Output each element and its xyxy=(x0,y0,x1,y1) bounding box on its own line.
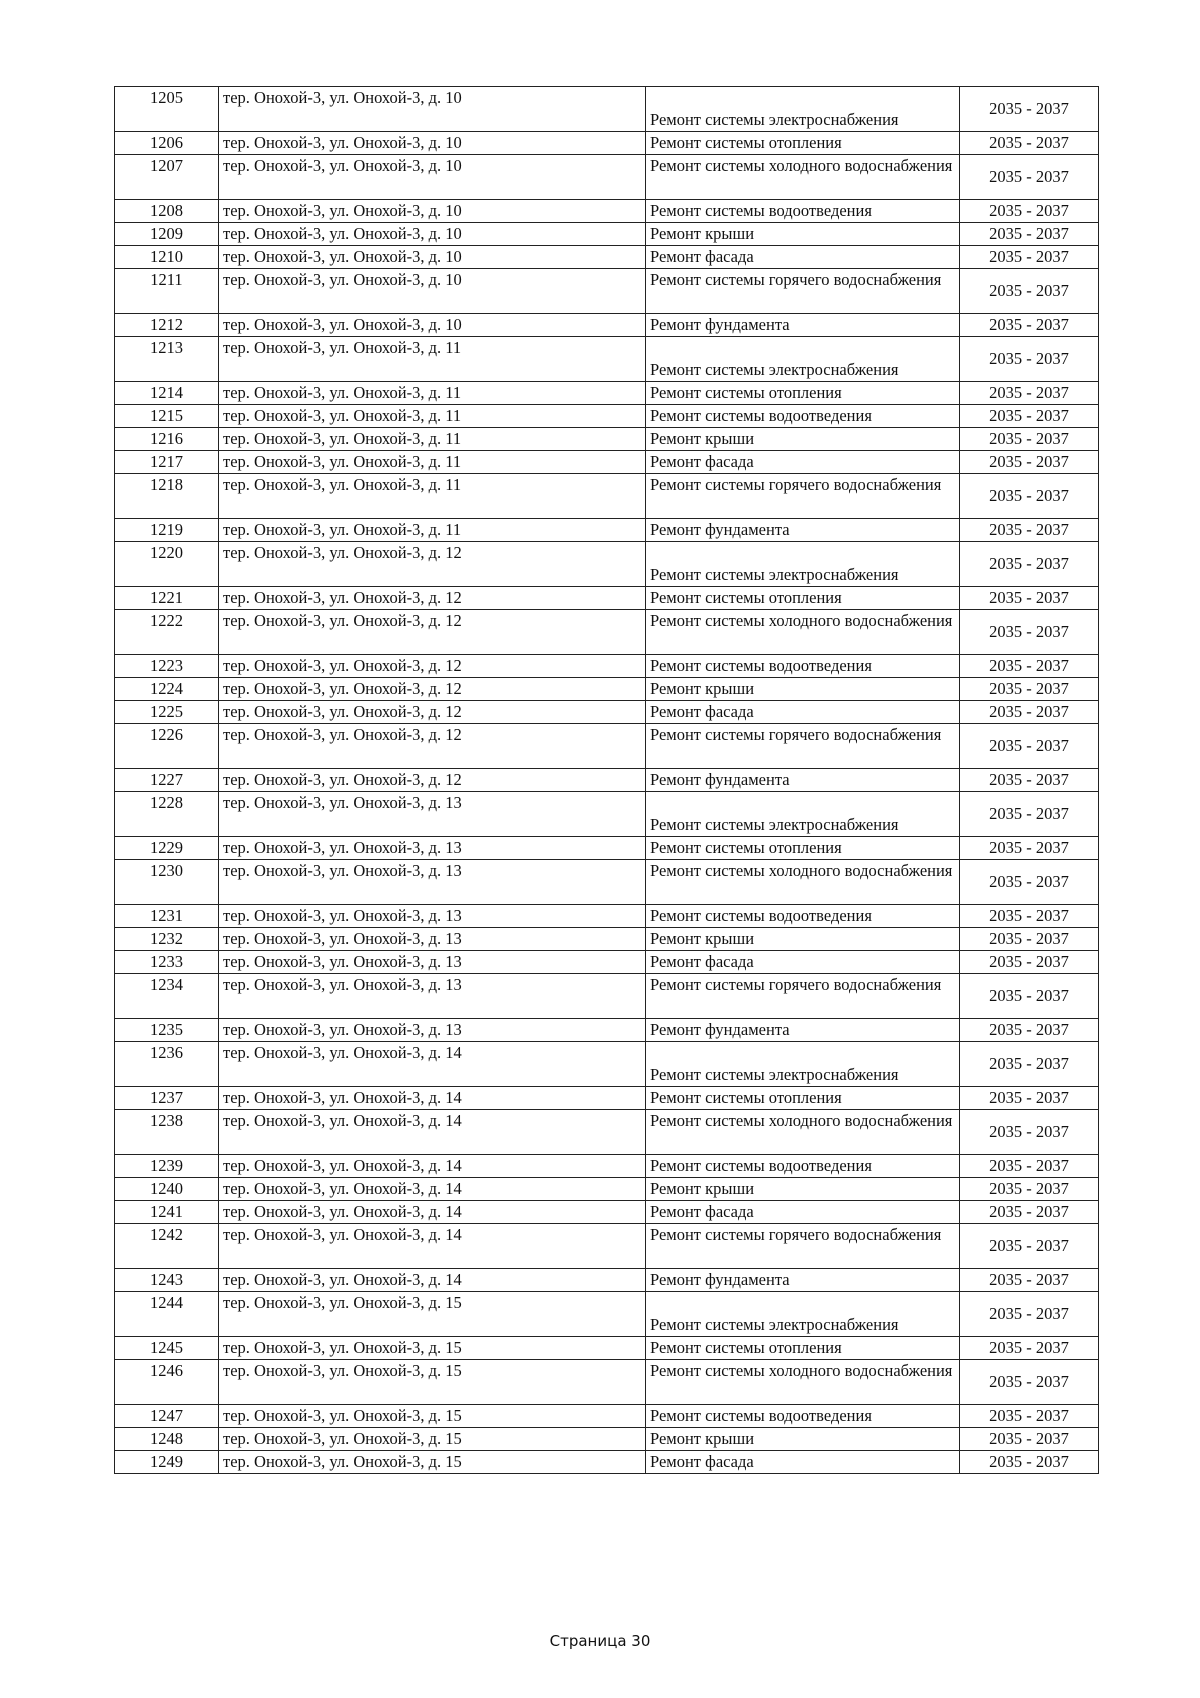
period-cell: 2035 - 2037 xyxy=(960,132,1099,155)
address-cell: тер. Онохой-3, ул. Онохой-3, д. 10 xyxy=(219,269,646,314)
address-cell: тер. Онохой-3, ул. Онохой-3, д. 13 xyxy=(219,951,646,974)
period-cell: 2035 - 2037 xyxy=(960,314,1099,337)
address-cell: тер. Онохой-3, ул. Онохой-3, д. 15 xyxy=(219,1405,646,1428)
table-row xyxy=(115,405,1099,428)
row-number-cell: 1241 xyxy=(115,1201,219,1224)
address-cell: тер. Онохой-3, ул. Онохой-3, д. 12 xyxy=(219,678,646,701)
work-type-cell: Ремонт фундамента xyxy=(646,314,960,337)
table-row xyxy=(115,1224,1099,1269)
work-type-cell: Ремонт фасада xyxy=(646,451,960,474)
period-cell: 2035 - 2037 xyxy=(960,860,1099,905)
row-number-cell: 1223 xyxy=(115,655,219,678)
address-cell: тер. Онохой-3, ул. Онохой-3, д. 11 xyxy=(219,474,646,519)
table-row xyxy=(115,701,1099,724)
period-cell: 2035 - 2037 xyxy=(960,382,1099,405)
work-type-cell: Ремонт системы водоотведения xyxy=(646,1155,960,1178)
period-cell: 2035 - 2037 xyxy=(960,474,1099,519)
address-cell: тер. Онохой-3, ул. Онохой-3, д. 11 xyxy=(219,337,646,382)
table-row xyxy=(115,678,1099,701)
period-cell: 2035 - 2037 xyxy=(960,451,1099,474)
address-cell: тер. Онохой-3, ул. Онохой-3, д. 12 xyxy=(219,587,646,610)
period-cell: 2035 - 2037 xyxy=(960,1428,1099,1451)
address-cell: тер. Онохой-3, ул. Онохой-3, д. 10 xyxy=(219,223,646,246)
work-type-cell: Ремонт фундамента xyxy=(646,519,960,542)
work-type-cell: Ремонт системы водоотведения xyxy=(646,200,960,223)
table-row xyxy=(115,132,1099,155)
table-row xyxy=(115,1110,1099,1155)
table-row xyxy=(115,837,1099,860)
table-row xyxy=(115,87,1099,132)
work-type-cell: Ремонт крыши xyxy=(646,1428,960,1451)
table-row xyxy=(115,382,1099,405)
period-cell: 2035 - 2037 xyxy=(960,1360,1099,1405)
address-cell: тер. Онохой-3, ул. Онохой-3, д. 10 xyxy=(219,132,646,155)
period-cell: 2035 - 2037 xyxy=(960,337,1099,382)
address-cell: тер. Онохой-3, ул. Онохой-3, д. 10 xyxy=(219,314,646,337)
period-cell: 2035 - 2037 xyxy=(960,1155,1099,1178)
row-number-cell: 1242 xyxy=(115,1224,219,1269)
address-cell: тер. Онохой-3, ул. Онохой-3, д. 10 xyxy=(219,200,646,223)
work-type-cell: Ремонт системы горячего водоснабжения xyxy=(646,269,960,314)
row-number-cell: 1243 xyxy=(115,1269,219,1292)
row-number-cell: 1217 xyxy=(115,451,219,474)
address-cell: тер. Онохой-3, ул. Онохой-3, д. 13 xyxy=(219,792,646,837)
table-row xyxy=(115,928,1099,951)
row-number-cell: 1227 xyxy=(115,769,219,792)
table-row xyxy=(115,792,1099,837)
row-number-cell: 1205 xyxy=(115,87,219,132)
work-type-cell: Ремонт системы отопления xyxy=(646,132,960,155)
row-number-cell: 1206 xyxy=(115,132,219,155)
period-cell: 2035 - 2037 xyxy=(960,155,1099,200)
table-row xyxy=(115,155,1099,200)
row-number-cell: 1238 xyxy=(115,1110,219,1155)
row-number-cell: 1207 xyxy=(115,155,219,200)
work-type-cell: Ремонт фундамента xyxy=(646,1019,960,1042)
period-cell: 2035 - 2037 xyxy=(960,87,1099,132)
work-type-cell: Ремонт системы холодного водоснабжения xyxy=(646,610,960,655)
work-type-cell: Ремонт системы отопления xyxy=(646,1087,960,1110)
work-type-cell: Ремонт крыши xyxy=(646,678,960,701)
address-cell: тер. Онохой-3, ул. Онохой-3, д. 13 xyxy=(219,928,646,951)
address-cell: тер. Онохой-3, ул. Онохой-3, д. 13 xyxy=(219,860,646,905)
table-row xyxy=(115,246,1099,269)
table-row xyxy=(115,1042,1099,1087)
table-row xyxy=(115,223,1099,246)
address-cell: тер. Онохой-3, ул. Онохой-3, д. 12 xyxy=(219,701,646,724)
row-number-cell: 1239 xyxy=(115,1155,219,1178)
address-cell: тер. Онохой-3, ул. Онохой-3, д. 14 xyxy=(219,1155,646,1178)
period-cell: 2035 - 2037 xyxy=(960,269,1099,314)
row-number-cell: 1244 xyxy=(115,1292,219,1337)
work-type-cell: Ремонт системы отопления xyxy=(646,1337,960,1360)
row-number-cell: 1233 xyxy=(115,951,219,974)
row-number-cell: 1229 xyxy=(115,837,219,860)
row-number-cell: 1248 xyxy=(115,1428,219,1451)
period-cell: 2035 - 2037 xyxy=(960,1019,1099,1042)
table-row xyxy=(115,587,1099,610)
works-table-body xyxy=(115,87,1099,1474)
period-cell: 2035 - 2037 xyxy=(960,1087,1099,1110)
period-cell: 2035 - 2037 xyxy=(960,519,1099,542)
work-type-cell: Ремонт системы электроснабжения xyxy=(646,337,960,382)
period-cell: 2035 - 2037 xyxy=(960,246,1099,269)
row-number-cell: 1210 xyxy=(115,246,219,269)
table-row xyxy=(115,610,1099,655)
work-type-cell: Ремонт фасада xyxy=(646,951,960,974)
row-number-cell: 1220 xyxy=(115,542,219,587)
table-row xyxy=(115,1155,1099,1178)
address-cell: тер. Онохой-3, ул. Онохой-3, д. 10 xyxy=(219,87,646,132)
row-number-cell: 1222 xyxy=(115,610,219,655)
period-cell: 2035 - 2037 xyxy=(960,769,1099,792)
address-cell: тер. Онохой-3, ул. Онохой-3, д. 15 xyxy=(219,1337,646,1360)
work-type-cell: Ремонт крыши xyxy=(646,928,960,951)
work-type-cell: Ремонт крыши xyxy=(646,428,960,451)
table-row xyxy=(115,951,1099,974)
work-type-cell: Ремонт системы электроснабжения xyxy=(646,792,960,837)
address-cell: тер. Онохой-3, ул. Онохой-3, д. 12 xyxy=(219,610,646,655)
table-row xyxy=(115,1292,1099,1337)
table-row xyxy=(115,337,1099,382)
table-row xyxy=(115,1405,1099,1428)
work-type-cell: Ремонт фундамента xyxy=(646,1269,960,1292)
period-cell: 2035 - 2037 xyxy=(960,1042,1099,1087)
row-number-cell: 1218 xyxy=(115,474,219,519)
period-cell: 2035 - 2037 xyxy=(960,405,1099,428)
row-number-cell: 1213 xyxy=(115,337,219,382)
row-number-cell: 1235 xyxy=(115,1019,219,1042)
address-cell: тер. Онохой-3, ул. Онохой-3, д. 11 xyxy=(219,382,646,405)
period-cell: 2035 - 2037 xyxy=(960,928,1099,951)
address-cell: тер. Онохой-3, ул. Онохой-3, д. 11 xyxy=(219,519,646,542)
period-cell: 2035 - 2037 xyxy=(960,701,1099,724)
period-cell: 2035 - 2037 xyxy=(960,610,1099,655)
work-type-cell: Ремонт системы отопления xyxy=(646,587,960,610)
table-row xyxy=(115,1360,1099,1405)
row-number-cell: 1214 xyxy=(115,382,219,405)
address-cell: тер. Онохой-3, ул. Онохой-3, д. 10 xyxy=(219,246,646,269)
work-type-cell: Ремонт крыши xyxy=(646,1178,960,1201)
work-type-cell: Ремонт фасада xyxy=(646,1201,960,1224)
table-row xyxy=(115,519,1099,542)
address-cell: тер. Онохой-3, ул. Онохой-3, д. 14 xyxy=(219,1178,646,1201)
table-row xyxy=(115,200,1099,223)
period-cell: 2035 - 2037 xyxy=(960,1224,1099,1269)
works-table xyxy=(114,86,1099,1474)
table-row xyxy=(115,724,1099,769)
work-type-cell: Ремонт системы горячего водоснабжения xyxy=(646,974,960,1019)
row-number-cell: 1211 xyxy=(115,269,219,314)
work-type-cell: Ремонт системы водоотведения xyxy=(646,405,960,428)
address-cell: тер. Онохой-3, ул. Онохой-3, д. 10 xyxy=(219,155,646,200)
address-cell: тер. Онохой-3, ул. Онохой-3, д. 12 xyxy=(219,655,646,678)
address-cell: тер. Онохой-3, ул. Онохой-3, д. 13 xyxy=(219,1019,646,1042)
period-cell: 2035 - 2037 xyxy=(960,1201,1099,1224)
row-number-cell: 1221 xyxy=(115,587,219,610)
table-row xyxy=(115,860,1099,905)
period-cell: 2035 - 2037 xyxy=(960,724,1099,769)
work-type-cell: Ремонт системы электроснабжения xyxy=(646,542,960,587)
work-type-cell: Ремонт системы электроснабжения xyxy=(646,87,960,132)
row-number-cell: 1249 xyxy=(115,1451,219,1474)
address-cell: тер. Онохой-3, ул. Онохой-3, д. 11 xyxy=(219,405,646,428)
row-number-cell: 1237 xyxy=(115,1087,219,1110)
row-number-cell: 1224 xyxy=(115,678,219,701)
period-cell: 2035 - 2037 xyxy=(960,974,1099,1019)
row-number-cell: 1230 xyxy=(115,860,219,905)
row-number-cell: 1216 xyxy=(115,428,219,451)
period-cell: 2035 - 2037 xyxy=(960,905,1099,928)
period-cell: 2035 - 2037 xyxy=(960,655,1099,678)
work-type-cell: Ремонт системы холодного водоснабжения xyxy=(646,155,960,200)
address-cell: тер. Онохой-3, ул. Онохой-3, д. 14 xyxy=(219,1224,646,1269)
row-number-cell: 1215 xyxy=(115,405,219,428)
row-number-cell: 1212 xyxy=(115,314,219,337)
table-row xyxy=(115,428,1099,451)
period-cell: 2035 - 2037 xyxy=(960,678,1099,701)
table-row xyxy=(115,1019,1099,1042)
table-row xyxy=(115,1269,1099,1292)
work-type-cell: Ремонт фундамента xyxy=(646,769,960,792)
address-cell: тер. Онохой-3, ул. Онохой-3, д. 11 xyxy=(219,428,646,451)
work-type-cell: Ремонт системы горячего водоснабжения xyxy=(646,1224,960,1269)
work-type-cell: Ремонт системы горячего водоснабжения xyxy=(646,474,960,519)
period-cell: 2035 - 2037 xyxy=(960,1110,1099,1155)
row-number-cell: 1228 xyxy=(115,792,219,837)
address-cell: тер. Онохой-3, ул. Онохой-3, д. 15 xyxy=(219,1292,646,1337)
period-cell: 2035 - 2037 xyxy=(960,951,1099,974)
row-number-cell: 1240 xyxy=(115,1178,219,1201)
address-cell: тер. Онохой-3, ул. Онохой-3, д. 14 xyxy=(219,1042,646,1087)
period-cell: 2035 - 2037 xyxy=(960,1269,1099,1292)
table-row xyxy=(115,1428,1099,1451)
period-cell: 2035 - 2037 xyxy=(960,223,1099,246)
work-type-cell: Ремонт фасада xyxy=(646,246,960,269)
work-type-cell: Ремонт крыши xyxy=(646,223,960,246)
address-cell: тер. Онохой-3, ул. Онохой-3, д. 11 xyxy=(219,451,646,474)
address-cell: тер. Онохой-3, ул. Онохой-3, д. 15 xyxy=(219,1428,646,1451)
table-row xyxy=(115,1087,1099,1110)
row-number-cell: 1245 xyxy=(115,1337,219,1360)
row-number-cell: 1231 xyxy=(115,905,219,928)
address-cell: тер. Онохой-3, ул. Онохой-3, д. 14 xyxy=(219,1269,646,1292)
period-cell: 2035 - 2037 xyxy=(960,792,1099,837)
row-number-cell: 1247 xyxy=(115,1405,219,1428)
work-type-cell: Ремонт системы холодного водоснабжения xyxy=(646,1360,960,1405)
work-type-cell: Ремонт системы водоотведения xyxy=(646,905,960,928)
address-cell: тер. Онохой-3, ул. Онохой-3, д. 13 xyxy=(219,837,646,860)
period-cell: 2035 - 2037 xyxy=(960,428,1099,451)
table-row xyxy=(115,905,1099,928)
address-cell: тер. Онохой-3, ул. Онохой-3, д. 14 xyxy=(219,1110,646,1155)
address-cell: тер. Онохой-3, ул. Онохой-3, д. 13 xyxy=(219,905,646,928)
period-cell: 2035 - 2037 xyxy=(960,1337,1099,1360)
row-number-cell: 1219 xyxy=(115,519,219,542)
period-cell: 2035 - 2037 xyxy=(960,1451,1099,1474)
work-type-cell: Ремонт фасада xyxy=(646,1451,960,1474)
table-row xyxy=(115,974,1099,1019)
period-cell: 2035 - 2037 xyxy=(960,542,1099,587)
work-type-cell: Ремонт системы горячего водоснабжения xyxy=(646,724,960,769)
row-number-cell: 1246 xyxy=(115,1360,219,1405)
table-row xyxy=(115,1337,1099,1360)
work-type-cell: Ремонт системы водоотведения xyxy=(646,1405,960,1428)
table-row xyxy=(115,314,1099,337)
row-number-cell: 1208 xyxy=(115,200,219,223)
address-cell: тер. Онохой-3, ул. Онохой-3, д. 14 xyxy=(219,1201,646,1224)
work-type-cell: Ремонт системы электроснабжения xyxy=(646,1292,960,1337)
row-number-cell: 1226 xyxy=(115,724,219,769)
address-cell: тер. Онохой-3, ул. Онохой-3, д. 15 xyxy=(219,1360,646,1405)
table-row xyxy=(115,542,1099,587)
work-type-cell: Ремонт фасада xyxy=(646,701,960,724)
address-cell: тер. Онохой-3, ул. Онохой-3, д. 15 xyxy=(219,1451,646,1474)
work-type-cell: Ремонт системы электроснабжения xyxy=(646,1042,960,1087)
period-cell: 2035 - 2037 xyxy=(960,837,1099,860)
address-cell: тер. Онохой-3, ул. Онохой-3, д. 12 xyxy=(219,542,646,587)
row-number-cell: 1209 xyxy=(115,223,219,246)
table-row xyxy=(115,1178,1099,1201)
period-cell: 2035 - 2037 xyxy=(960,1292,1099,1337)
address-cell: тер. Онохой-3, ул. Онохой-3, д. 12 xyxy=(219,724,646,769)
work-type-cell: Ремонт системы отопления xyxy=(646,382,960,405)
work-type-cell: Ремонт системы отопления xyxy=(646,837,960,860)
address-cell: тер. Онохой-3, ул. Онохой-3, д. 14 xyxy=(219,1087,646,1110)
period-cell: 2035 - 2037 xyxy=(960,200,1099,223)
period-cell: 2035 - 2037 xyxy=(960,1178,1099,1201)
work-type-cell: Ремонт системы холодного водоснабжения xyxy=(646,860,960,905)
work-type-cell: Ремонт системы водоотведения xyxy=(646,655,960,678)
period-cell: 2035 - 2037 xyxy=(960,587,1099,610)
table-row xyxy=(115,1201,1099,1224)
table-row xyxy=(115,474,1099,519)
page-number: Страница 30 xyxy=(549,1632,651,1650)
address-cell: тер. Онохой-3, ул. Онохой-3, д. 12 xyxy=(219,769,646,792)
table-row xyxy=(115,1451,1099,1474)
row-number-cell: 1232 xyxy=(115,928,219,951)
table-row xyxy=(115,451,1099,474)
row-number-cell: 1236 xyxy=(115,1042,219,1087)
table-row xyxy=(115,269,1099,314)
row-number-cell: 1225 xyxy=(115,701,219,724)
table-row xyxy=(115,655,1099,678)
table-row xyxy=(115,769,1099,792)
period-cell: 2035 - 2037 xyxy=(960,1405,1099,1428)
work-type-cell: Ремонт системы холодного водоснабжения xyxy=(646,1110,960,1155)
address-cell: тер. Онохой-3, ул. Онохой-3, д. 13 xyxy=(219,974,646,1019)
row-number-cell: 1234 xyxy=(115,974,219,1019)
